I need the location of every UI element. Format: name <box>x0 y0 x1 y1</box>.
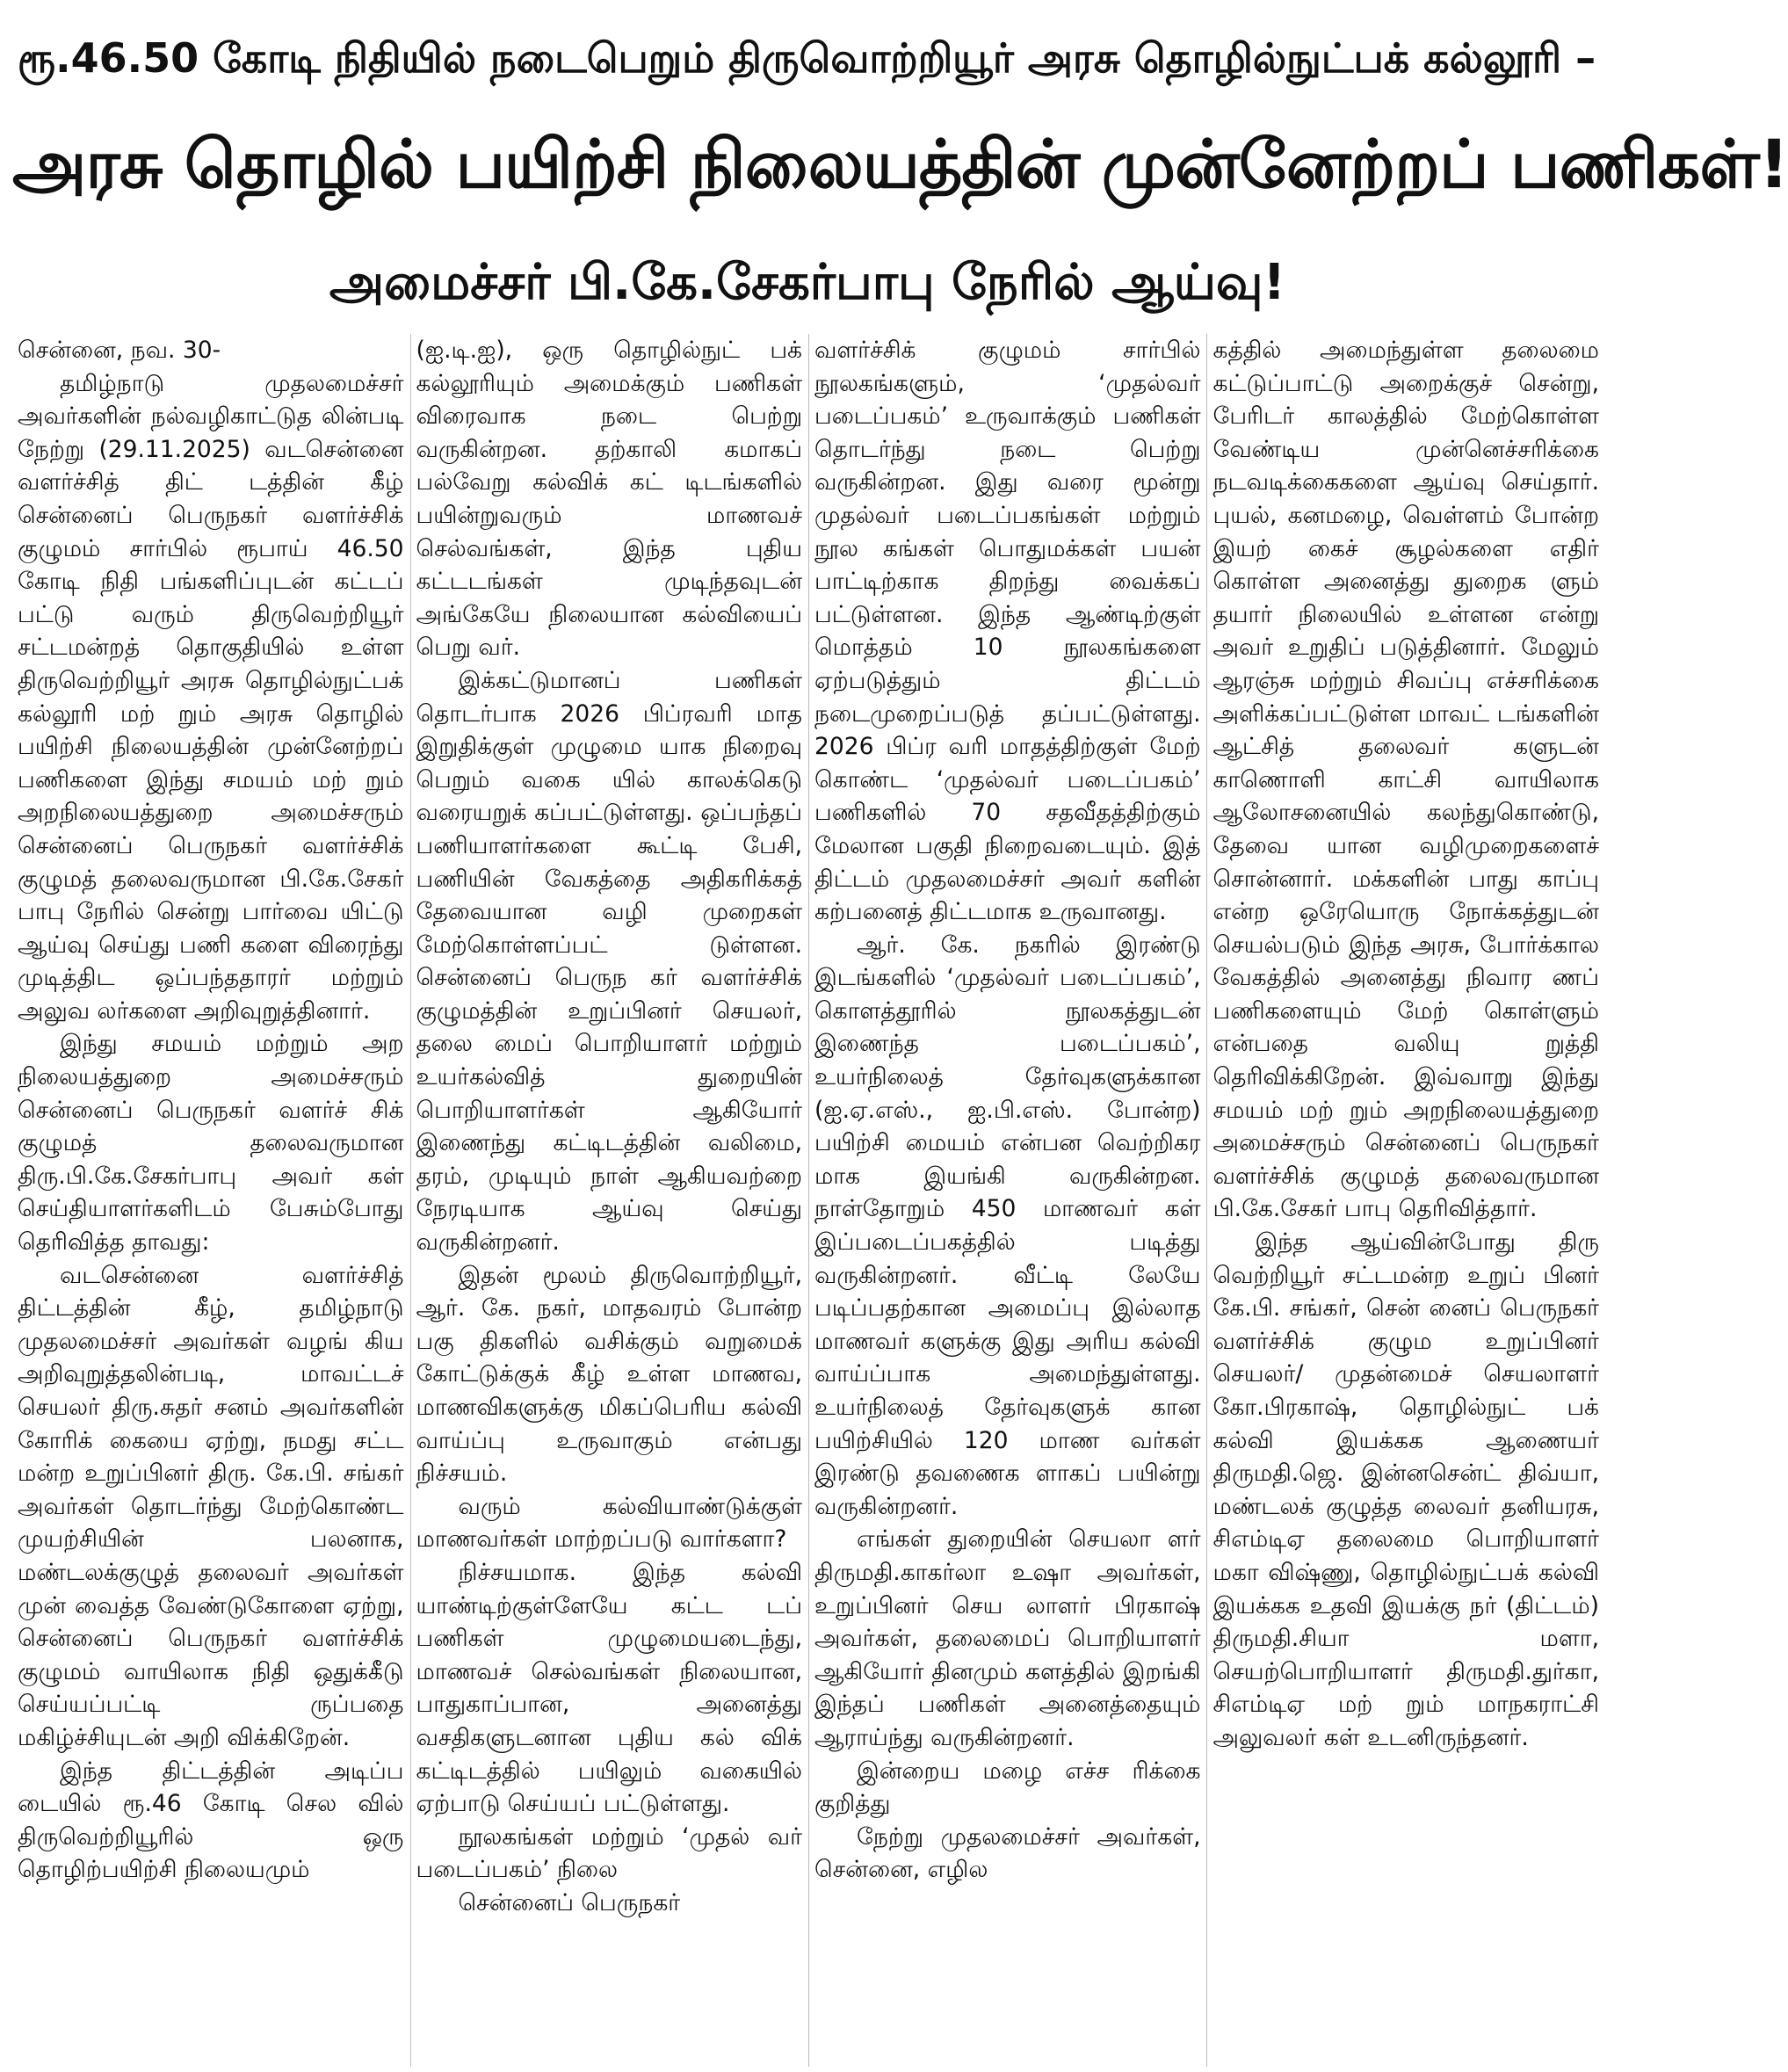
column-4 <box>1213 334 1600 2067</box>
paragraph: சென்னை, நவ. 30- <box>18 337 221 364</box>
column-divider <box>1206 334 1207 2067</box>
paragraph: எங்கள் துறையின் செயலா ளர் திருமதி.காகர்லா உஷா அவர்கள், உறுப்பினர் செய லாளர் பிரகாஷ் அவர்கள், தலைமைப் பொறியாளர் ஆகியோர் தினமும் களத்தில் இறங்கி இந்தப் பணிகள் அனைத்தையும் ஆராய்ந்து வருகின்றனர். <box>814 1525 1201 1751</box>
article-kicker: ரூ.46.50 கோடி நிதியில் நடைபெறும் திருவொற்றியூர் அரசு தொழில்நுட்பக் கல்லூரி – <box>18 34 1596 82</box>
paragraph: இன்றைய மழை எச்ச ரிக்கை குறித்து <box>814 1757 1201 1818</box>
paragraph: நிச்சயமாக. இந்த கல்வி யாண்டிற்குள்ளேயே கட்ட டப் பணிகள் முழுமையடைந்து, மாணவச் செல்வங்கள் நிலையான, பாதுகாப்பான, அனைத்து வசதிகளுடனான புதிய கல் விக் கட்டிடத்தில் பயிலும் வகையில் ஏற்பாடு செய்யப் பட்டுள்ளது. <box>416 1558 802 1818</box>
paragraph: வளர்ச்சிக் குழுமம் சார்பில் நூலகங்களும், ‘முதல்வர் படைப்பகம்’ உருவாக்கும் பணிகள் தொடர்ந்து நடை பெற்று வருகின்றன. இது வரை மூன்று முதல்வர் படைப்பகங்கள் மற்றும் நூல கங்கள் பொதுமக்கள் பயன் பாட்டிற்காக திறந்து வைக்கப் பட்டுள்ளன. இந்த ஆண்டிற்குள் மொத்தம் 10 நூலகங்களை ஏற்படுத்தும் திட்டம் நடைமுறைப்படுத் தப்பட்டுள்ளது. 2026 பிப்ர வரி மாதத்திற்குள் மேற் கொண்ட ‘முதல்வர் படைப்பகம்’ பணிகளில் 70 சதவீதத்திற்கும் மேலான பகுதி நிறைவடையும். இத் திட்டம் முதலமைச்சர் அவர் களின் கற்பனைத் திட்டமாக உருவானது. <box>814 337 1201 926</box>
paragraph: இக்கட்டுமானப் பணிகள் தொடர்பாக 2026 பிப்ரவரி மாத இறுதிக்குள் முழுமை யாக நிறைவு பெறும் வகை யில் காலக்கெடு வரையறுக் கப்பட்டுள்ளது. ஒப்பந்தப் பணியாளர்களை கூட்டி பேசி, பணியின் வேகத்தை அதிகரிக்கத் தேவையான வழி முறைகள் மேற்கொள்ளப்பட் டுள்ளன. சென்னைப் பெருந கர் வளர்ச்சிக் குழுமத்தின் உறுப்பினர் செயலர், தலை மைப் பொறியாளர் மற்றும் உயர்கல்வித் துறையின் பொறியாளர்கள் ஆகியோர் இணைந்து கட்டிடத்தின் வலிமை, தரம், முடியும் நாள் ஆகியவற்றை நேரடியாக ஆய்வு செய்து வருகின்றனர். <box>416 666 802 1257</box>
column-2 <box>416 334 803 2067</box>
paragraph: சென்னைப் பெருநகர் <box>458 1888 681 1916</box>
paragraph: நூலகங்கள் மற்றும் ‘முதல் வர் படைப்பகம்’ நிலை <box>416 1822 802 1884</box>
column-divider <box>808 334 809 2067</box>
paragraph: இந்த ஆய்வின்போது திரு வெற்றியூர் சட்டமன்ற உறுப் பினர் கே.பி. சங்கர், சென் னைப் பெருநகர் வளர்ச்சிக் குழும உறுப்பினர் செயலர்/ முதன்மைச் செயலாளர் கோ.பிரகாஷ், தொழில்நுட் பக் கல்வி இயக்கக ஆணையர் திருமதி.ஜெ. இன்னசென்ட் திவ்யா, மண்டலக் குழுத்த லைவர் தனியரசு, சிஎம்டிஏ தலைமை பொறியாளர் மகா விஷ்ணு, தொழில்நுட்பக் கல்வி இயக்கக உதவி இயக்கு நர் (திட்டம்) திருமதி.சியா மளா, செயற்பொறியாளர் திருமதி.துர்கா, சிஎம்டிஏ மற் றும் மாநகராட்சி அலுவலர் கள் உடனிருந்தனர். <box>1213 1228 1599 1751</box>
paragraph: இந்த திட்டத்தின் அடிப்ப டையில் ரூ.46 கோடி செல வில் திருவெற்றியூரில் ஒரு தொழிற்பயிற்சி நிலையமும் <box>18 1757 404 1884</box>
paragraph: இந்து சமயம் மற்றும் அற நிலையத்துறை அமைச்சரும் சென்னைப் பெருநகர் வளர்ச் சிக் குழுமத் தலைவருமான திரு.பி.கே.சேகர்பாபு அவர் கள் செய்தியாளர்களிடம் பேசும்போது தெரிவித்த தாவது: <box>18 1030 404 1257</box>
paragraph: தமிழ்நாடு முதலமைச்சர் அவர்களின் நல்வழிகாட்டுத லின்படி நேற்று (29.11.2025) வடசென்னை வளர்ச்சித் திட் டத்தின் கீழ் சென்னைப் பெருநகர் வளர்ச்சிக் குழுமம் சார்பில் ரூபாய் 46.50 கோடி நிதி பங்களிப்புடன் கட்டப் பட்டு வரும் திருவெற்றியூர் சட்டமன்றத் தொகுதியில் உள்ள திருவெற்றியூர் அரசு தொழில்நுட்பக் கல்லூரி மற் றும் அரசு தொழில் பயிற்சி நிலையத்தின் முன்னேற்றப் பணிகளை இந்து சமயம் மற் றும் அறநிலையத்துறை அமைச்சரும் சென்னைப் பெருநகர் வளர்ச்சிக் குழுமத் தலைவருமான பி.கே.சேகர் பாபு நேரில் சென்று பார்வை யிட்டு ஆய்வு செய்து பணி களை விரைந்து முடித்திட ஒப்பந்ததாரர் மற்றும் அலுவ லர்களை அறிவுறுத்தினார். <box>18 369 404 1025</box>
paragraph: நேற்று முதலமைச்சர் அவர்கள், சென்னை, எழில <box>814 1822 1201 1884</box>
paragraph: இதன் மூலம் திருவொற்றியூர், ஆர். கே. நகர், மாதவரம் போன்ற பகு திகளில் வசிக்கும் வறுமைக் கோட்டுக்குக் கீழ் உள்ள மாணவ, மாணவிகளுக்கு மிகப்பெரிய கல்வி வாய்ப்பு உருவாகும் என்பது நிச்சயம். <box>416 1261 802 1488</box>
article-subhead: அமைச்சர் பி.கே.சேகர்பாபு நேரில் ஆய்வு! <box>329 254 1286 311</box>
column-3 <box>814 334 1201 2067</box>
column-divider <box>410 334 411 2067</box>
paragraph: கத்தில் அமைந்துள்ள தலைமை கட்டுப்பாட்டு அறைக்குச் சென்று, பேரிடர் காலத்தில் மேற்கொள்ள வேண்டிய முன்னெச்சரிக்கை நடவடிக்கைகளை ஆய்வு செய்தார். புயல், கனமழை, வெள்ளம் போன்ற இயற் கைச் சூழல்களை எதிர் கொள்ள அனைத்து துறைக ளும் தயார் நிலையில் உள்ளன என்று அவர் உறுதிப் படுத்தினார். மேலும் ஆரஞ்சு மற்றும் சிவப்பு எச்சரிக்கை அளிக்கப்பட்டுள்ள மாவட் டங்களின் ஆட்சித் தலைவர் களுடன் காணொளி காட்சி வாயிலாக ஆலோசனையில் கலந்துகொண்டு, தேவை யான வழிமுறைகளைச் சொன்னார். மக்களின் பாது காப்பு என்ற ஒரேயொரு நோக்கத்துடன் செயல்படும் இந்த அரசு, போர்க்கால வேகத்தில் அனைத்து நிவார ணப் பணிகளையும் மேற் கொள்ளும் என்பதை வலியு றுத்தி தெரிவிக்கிறேன். இவ்வாறு இந்து சமயம் மற் றும் அறநிலையத்துறை அமைச்சரும் சென்னைப் பெருநகர் வளர்ச்சிக் குழுமத் தலைவருமான பி.கே.சேகர் பாபு தெரிவித்தார். <box>1213 337 1599 1223</box>
column-1 <box>18 334 404 2067</box>
paragraph: (ஐ.டி.ஐ), ஒரு தொழில்நுட் பக் கல்லூரியும் அமைக்கும் பணிகள் விரைவாக நடை பெற்று வருகின்றன. தற்காலி கமாகப் பல்வேறு கல்விக் கட் டிடங்களில் பயின்றுவரும் மாணவச் செல்வங்கள், இந்த புதிய கட்டடங்கள் முடிந்தவுடன் அங்கேயே நிலையான கல்வியைப் பெறு வர். <box>416 337 802 662</box>
paragraph: வடசென்னை வளர்ச்சித் திட்டத்தின் கீழ், தமிழ்நாடு முதலமைச்சர் அவர்கள் வழங் கிய அறிவுறுத்தலின்படி, மாவட்டச் செயலர் திரு.சுதர் சனம் அவர்களின் கோரிக் கையை ஏற்று, நமது சட்ட மன்ற உறுப்பினர் திரு. கே.பி. சங்கர் அவர்கள் தொடர்ந்து மேற்கொண்ட முயற்சியின் பலனாக, மண்டலக்குழுத் தலைவர் அவர்கள் முன் வைத்த வேண்டுகோளை ஏற்று, சென்னைப் பெருநகர் வளர்ச்சிக் குழுமம் வாயிலாக நிதி ஒதுக்கீடு செய்யப்பட்டி ருப்பதை மகிழ்ச்சியுடன் அறி விக்கிறேன். <box>18 1261 404 1751</box>
paragraph: வரும் கல்வியாண்டுக்குள் மாணவர்கள் மாற்றப்படு வார்களா? <box>416 1492 802 1554</box>
paragraph: ஆர். கே. நகரில் இரண்டு இடங்களில் ‘முதல்வர் படைப்பகம்’, கொளத்தூரில் நூலகத்துடன் இணைந்த படைப்பகம்’, உயர்நிலைத் தேர்வுகளுக்கான (ஐ.ஏ.எஸ்., ஐ.பி.எஸ். போன்ற) பயிற்சி மையம் என்பன வெற்றிகர மாக இயங்கி வருகின்றன. நாள்தோறும் 450 மாணவர் கள் இப்படைப்பகத்தில் படித்து வருகின்றனர். வீட்டி லேயே படிப்பதற்கான அமைப்பு இல்லாத மாணவர் களுக்கு இது அரிய கல்வி வாய்ப்பாக அமைந்துள்ளது. உயர்நிலைத் தேர்வுகளுக் கான பயிற்சியில் 120 மாண வர்கள் இரண்டு தவணைக ளாகப் பயின்று வருகின்றனர். <box>814 931 1201 1520</box>
article-headline: அரசு தொழில் பயிற்சி நிலையத்தின் முன்னேற்றப் பணிகள்! <box>12 125 1788 203</box>
